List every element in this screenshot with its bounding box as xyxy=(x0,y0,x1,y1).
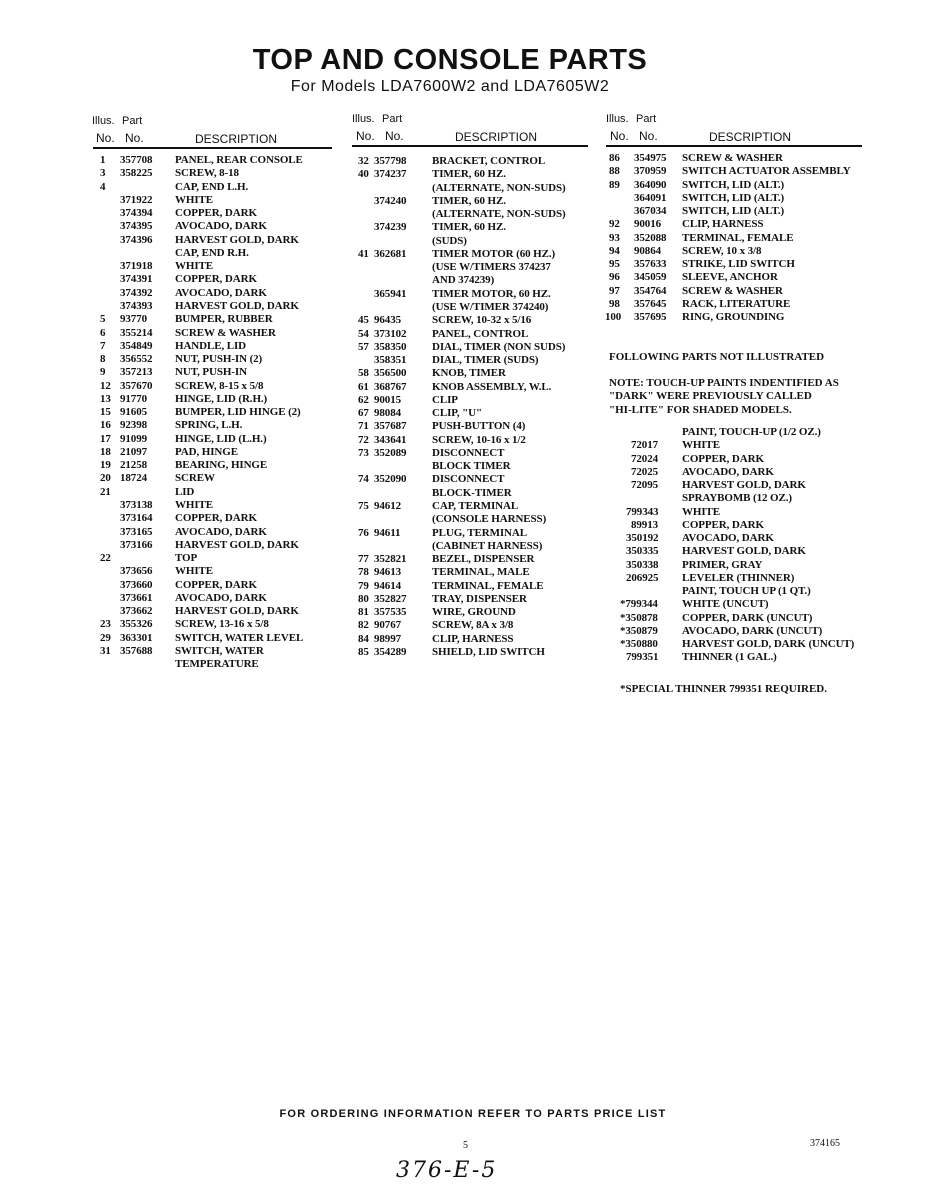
part-description: BRACKET, CONTROL xyxy=(432,155,546,167)
part-description: CLIP, HARNESS xyxy=(682,218,764,231)
part-number: 354849 xyxy=(120,339,153,352)
illus-number: 84 xyxy=(358,632,369,645)
part-number: 357633 xyxy=(634,258,667,271)
part-description: SCREW & WASHER xyxy=(682,284,783,297)
part-description: CLIP, HARNESS xyxy=(432,632,514,645)
part-number: 354975 xyxy=(634,152,667,164)
illus-number: 23 xyxy=(100,618,111,631)
part-number: 368767 xyxy=(374,380,407,393)
part-description: SCREW, 10-16 x 1/2 xyxy=(432,433,526,446)
part-description: AVOCADO, DARK xyxy=(175,220,267,233)
part-number: 358225 xyxy=(120,167,153,180)
part-number: 374237 xyxy=(374,168,407,181)
note-line: "HI-LITE" FOR SHADED MODELS. xyxy=(609,403,792,416)
illus-number: 98 xyxy=(609,297,620,310)
part-description: CAP, END R.H. xyxy=(175,246,249,259)
header-part: Part xyxy=(122,115,143,127)
illus-number: 16 xyxy=(100,419,111,432)
part-description: (USE W/TIMER 374240) xyxy=(432,300,549,313)
part-description: THINNER (1 GAL.) xyxy=(682,651,777,664)
part-number: 96435 xyxy=(374,314,402,327)
illus-number: 61 xyxy=(358,380,369,393)
part-description: AVOCADO, DARK xyxy=(175,286,267,299)
illus-number: 21 xyxy=(100,485,111,498)
part-description: DISCONNECT xyxy=(432,446,505,459)
illus-number: 3 xyxy=(100,167,106,180)
part-number: 94613 xyxy=(374,566,402,579)
illus-number: 82 xyxy=(358,619,369,632)
part-number: 356500 xyxy=(374,367,407,380)
part-number: 373166 xyxy=(120,538,153,551)
part-description: WHITE xyxy=(175,260,214,273)
part-description: PRIMER, GRAY xyxy=(682,558,763,571)
illus-number: 86 xyxy=(609,152,620,164)
part-number: 374396 xyxy=(120,233,153,246)
page-title: TOP AND CONSOLE PARTS xyxy=(252,44,648,76)
part-description: AVOCADO, DARK (UNCUT) xyxy=(682,624,823,637)
part-number: 352088 xyxy=(634,231,667,244)
part-number: *350879 xyxy=(620,624,658,637)
part-number: 371918 xyxy=(120,260,153,273)
illus-number: 89 xyxy=(609,178,620,191)
part-number: 354764 xyxy=(634,284,667,297)
part-number: 352821 xyxy=(374,553,407,566)
illus-number: 22 xyxy=(100,552,111,565)
part-number: 72025 xyxy=(631,465,659,478)
illus-number: 41 xyxy=(358,247,369,260)
part-description: BUMPER, RUBBER xyxy=(175,313,273,326)
illus-number: 9 xyxy=(100,366,106,379)
illus-number: 57 xyxy=(358,340,369,353)
part-number: 21258 xyxy=(120,459,148,472)
part-description: NUT, PUSH-IN (2) xyxy=(175,353,263,366)
part-description: SPRAYBOMB (12 OZ.) xyxy=(682,492,792,505)
part-description: TOP xyxy=(175,552,198,565)
part-number: 355214 xyxy=(120,326,153,339)
part-number: 21097 xyxy=(120,445,148,458)
part-description: DIAL, TIMER (SUDS) xyxy=(432,354,539,367)
part-number: 93770 xyxy=(120,313,148,326)
illus-number: 15 xyxy=(100,406,111,419)
header-illus: Illus. xyxy=(606,113,629,125)
part-description: TIMER MOTOR (60 HZ.) xyxy=(432,247,556,260)
part-number: 90015 xyxy=(374,393,402,406)
part-number: 357798 xyxy=(374,155,407,167)
part-description: HARVEST GOLD, DARK xyxy=(682,479,806,491)
illus-number: 76 xyxy=(358,526,369,539)
part-description: RING, GROUNDING xyxy=(682,311,785,324)
part-number: 364091 xyxy=(634,191,667,204)
illus-number: 77 xyxy=(358,553,369,566)
header-part: Part xyxy=(636,113,657,125)
document-code: 374165 xyxy=(810,1138,840,1149)
part-number: 358351 xyxy=(374,354,407,367)
illus-number: 95 xyxy=(609,258,620,271)
illus-number: 78 xyxy=(358,566,369,579)
part-description: (USE W/TIMERS 374237 xyxy=(432,261,551,274)
part-number: 373661 xyxy=(120,591,153,604)
part-description: BEARING, HINGE xyxy=(175,459,268,472)
part-number: 350192 xyxy=(626,532,659,544)
part-description: SCREW & WASHER xyxy=(682,152,783,164)
part-description: HARVEST GOLD, DARK xyxy=(682,545,806,558)
illus-number: 54 xyxy=(358,327,369,340)
part-number: 350335 xyxy=(626,545,659,558)
part-description: KNOB ASSEMBLY, W.L. xyxy=(432,380,552,393)
illus-number: 94 xyxy=(609,244,620,257)
illus-number: 5 xyxy=(100,313,106,326)
illus-number: 80 xyxy=(358,592,369,605)
part-description: COPPER, DARK xyxy=(175,273,257,286)
part-description: LID xyxy=(175,485,195,498)
part-description: SCREW, 8-18 xyxy=(175,167,239,180)
part-number: 373164 xyxy=(120,512,153,525)
illus-number: 7 xyxy=(100,339,106,352)
part-number: 373165 xyxy=(120,525,153,538)
illus-number: 93 xyxy=(609,231,620,244)
illus-number: 73 xyxy=(358,446,369,459)
part-description: CLIP xyxy=(432,393,458,406)
part-description: HARVEST GOLD, DARK xyxy=(175,299,299,312)
part-description: COPPER, DARK xyxy=(682,452,764,465)
part-number: *350880 xyxy=(620,638,658,650)
part-description: TIMER, 60 HZ. xyxy=(432,221,506,234)
part-description: TIMER MOTOR, 60 HZ. xyxy=(432,287,551,300)
part-number: 357670 xyxy=(120,379,153,392)
part-number: 373660 xyxy=(120,578,153,591)
part-description: SCREW, 8-15 x 5/8 xyxy=(175,379,264,392)
part-description: HARVEST GOLD, DARK xyxy=(175,233,299,246)
part-number: *799344 xyxy=(620,598,658,611)
part-number: 91099 xyxy=(120,432,148,445)
part-description: SCREW xyxy=(175,472,215,485)
illus-number: 1 xyxy=(100,154,106,166)
illus-number: 100 xyxy=(605,311,622,324)
part-description: WHITE (UNCUT) xyxy=(682,598,769,611)
part-number: 374239 xyxy=(374,221,407,234)
illus-number: 6 xyxy=(100,326,106,339)
part-number: 355326 xyxy=(120,618,153,631)
part-number: 72017 xyxy=(631,439,659,452)
part-number: 94611 xyxy=(374,526,401,539)
part-description: PANEL, CONTROL xyxy=(432,327,529,340)
part-number: 374393 xyxy=(120,299,153,312)
illus-number: 45 xyxy=(358,314,369,327)
part-description: TRAY, DISPENSER xyxy=(432,592,527,605)
part-description: TIMER, 60 HZ. xyxy=(432,168,506,181)
part-number: 98997 xyxy=(374,632,402,645)
part-number: 90767 xyxy=(374,619,402,632)
not-illustrated-heading: FOLLOWING PARTS NOT ILLUSTRATED xyxy=(609,351,825,363)
part-description: AND 374239) xyxy=(432,274,495,287)
part-number: 72095 xyxy=(631,479,659,491)
illus-number: 92 xyxy=(609,218,620,231)
header-illus-no: No. xyxy=(610,129,629,143)
part-description: HARVEST GOLD, DARK xyxy=(175,605,299,618)
ordering-footer: FOR ORDERING INFORMATION REFER TO PARTS PRICE LIST xyxy=(279,1108,667,1120)
part-description: SCREW, 10 x 3/8 xyxy=(682,244,762,257)
part-description: WHITE xyxy=(682,439,721,452)
part-number: 374392 xyxy=(120,286,153,299)
part-description: CAP, END L.H. xyxy=(175,180,249,193)
part-number: 94612 xyxy=(374,500,402,513)
header-part: Part xyxy=(382,113,403,125)
part-description: RACK, LITERATURE xyxy=(682,297,791,310)
part-description: WHITE xyxy=(682,505,721,518)
part-description: WHITE xyxy=(175,565,214,578)
part-number: 365941 xyxy=(374,287,407,300)
part-description: TIMER, 60 HZ. xyxy=(432,194,506,207)
part-description: PANEL, REAR CONSOLE xyxy=(175,154,303,166)
illus-number: 40 xyxy=(358,168,369,181)
illus-number: 58 xyxy=(358,367,369,380)
part-number: 352090 xyxy=(374,473,407,486)
part-number: 343641 xyxy=(374,433,407,446)
part-number: 352827 xyxy=(374,592,407,605)
part-number: 206925 xyxy=(626,571,659,584)
header-illus-no: No. xyxy=(356,129,375,143)
note-line: NOTE: TOUCH-UP PAINTS INDENTIFIED AS xyxy=(609,377,839,389)
illus-number: 18 xyxy=(100,445,111,458)
part-number: 799351 xyxy=(626,651,659,664)
part-description: HARVEST GOLD, DARK (UNCUT) xyxy=(682,638,855,650)
part-description: AVOCADO, DARK xyxy=(682,532,774,544)
part-description: SPRING, L.H. xyxy=(175,419,243,432)
header-illus: Illus. xyxy=(352,113,375,125)
part-description: SCREW, 8A x 3/8 xyxy=(432,619,514,632)
part-number: 373662 xyxy=(120,605,153,618)
part-number: 362681 xyxy=(374,247,407,260)
part-number: 357687 xyxy=(374,420,407,433)
illus-number: 19 xyxy=(100,459,111,472)
part-number: 374240 xyxy=(374,194,407,207)
part-description: COPPER, DARK xyxy=(682,518,764,531)
page-number: 5 xyxy=(463,1140,468,1151)
part-description: HINGE, LID (L.H.) xyxy=(175,432,267,445)
part-description: BLOCK TIMER xyxy=(432,460,511,473)
part-description: AVOCADO, DARK xyxy=(175,525,267,538)
illus-number: 74 xyxy=(358,473,369,486)
part-description: AVOCADO, DARK xyxy=(682,465,774,478)
part-number: 374395 xyxy=(120,220,153,233)
part-number: 89913 xyxy=(631,518,659,531)
illus-number: 67 xyxy=(358,407,369,420)
header-part-no: No. xyxy=(639,129,658,143)
part-number: 374391 xyxy=(120,273,153,286)
illus-number: 88 xyxy=(609,165,620,178)
special-note: *SPECIAL THINNER 799351 REQUIRED. xyxy=(620,683,828,695)
part-description: (CABINET HARNESS) xyxy=(432,539,543,552)
part-description: HARVEST GOLD, DARK xyxy=(175,538,299,551)
part-number: 371922 xyxy=(120,193,153,206)
header-part-no: No. xyxy=(385,129,404,143)
part-description: SHIELD, LID SWITCH xyxy=(432,645,545,658)
part-description: SCREW & WASHER xyxy=(175,326,276,339)
part-number: 373656 xyxy=(120,565,153,578)
illus-number: 97 xyxy=(609,284,620,297)
part-number: 373138 xyxy=(120,499,153,512)
part-description: (ALTERNATE, NON-SUDS) xyxy=(432,208,566,221)
illus-number: 71 xyxy=(358,420,369,433)
part-description: SWITCH, LID (ALT.) xyxy=(682,191,785,204)
part-description: HINGE, LID (R.H.) xyxy=(175,392,268,405)
illus-number: 4 xyxy=(100,180,106,193)
part-description: SWITCH, WATER xyxy=(175,644,264,657)
part-description: SWITCH, WATER LEVEL xyxy=(175,631,304,644)
illus-number: 72 xyxy=(358,433,369,446)
part-number: *350878 xyxy=(620,611,658,624)
part-description: PLUG, TERMINAL xyxy=(432,526,527,539)
part-number: 91770 xyxy=(120,392,148,405)
part-description: (ALTERNATE, NON-SUDS) xyxy=(432,181,566,194)
illus-number: 29 xyxy=(100,631,111,644)
part-description: PAINT, TOUCH-UP (1/2 OZ.) xyxy=(682,426,821,438)
part-description: COPPER, DARK xyxy=(175,512,257,525)
part-description: SLEEVE, ANCHOR xyxy=(682,271,778,284)
header-rule xyxy=(606,145,862,147)
header-rule xyxy=(352,145,588,147)
part-number: 354289 xyxy=(374,645,407,658)
part-number: 98084 xyxy=(374,407,402,420)
page-subtitle: For Models LDA7600W2 and LDA7605W2 xyxy=(290,78,610,95)
part-description: (SUDS) xyxy=(432,234,467,247)
part-number: 90016 xyxy=(634,218,662,231)
part-description: COPPER, DARK xyxy=(175,578,257,591)
part-description: SWITCH ACTUATOR ASSEMBLY xyxy=(682,165,851,178)
part-number: 91605 xyxy=(120,406,148,419)
part-number: 345059 xyxy=(634,271,667,284)
part-description: PUSH-BUTTON (4) xyxy=(432,420,526,433)
part-number: 357695 xyxy=(634,311,667,324)
part-number: 364090 xyxy=(634,178,667,191)
illus-number: 62 xyxy=(358,393,369,406)
part-number: 350338 xyxy=(626,558,659,571)
part-number: 367034 xyxy=(634,205,667,218)
part-number: 373102 xyxy=(374,327,407,340)
header-description: DESCRIPTION xyxy=(455,130,538,144)
illus-number: 20 xyxy=(100,472,111,485)
part-description: TEMPERATURE xyxy=(175,658,259,671)
part-description: BLOCK-TIMER xyxy=(432,486,512,499)
part-description: AVOCADO, DARK xyxy=(175,591,267,604)
illus-number: 8 xyxy=(100,353,106,366)
part-description: TERMINAL, FEMALE xyxy=(682,231,794,244)
part-number: 357708 xyxy=(120,154,153,166)
header-part-no: No. xyxy=(125,131,144,145)
part-description: TERMINAL, MALE xyxy=(432,566,530,579)
part-number: 90864 xyxy=(634,244,662,257)
illus-number: 79 xyxy=(358,579,369,592)
part-number: 357213 xyxy=(120,366,153,379)
part-description: NUT, PUSH-IN xyxy=(175,366,247,379)
header-description: DESCRIPTION xyxy=(195,132,278,146)
part-description: WIRE, GROUND xyxy=(432,606,516,619)
part-description: CAP, TERMINAL xyxy=(432,500,519,513)
part-number: 94614 xyxy=(374,579,402,592)
part-number: 357645 xyxy=(634,297,667,310)
part-number: 357535 xyxy=(374,606,407,619)
illus-number: 13 xyxy=(100,392,111,405)
part-description: SCREW, 10-32 x 5/16 xyxy=(432,314,532,327)
part-description: SWITCH, LID (ALT.) xyxy=(682,178,785,191)
illus-number: 85 xyxy=(358,645,369,658)
part-number: 363301 xyxy=(120,631,153,644)
illus-number: 75 xyxy=(358,500,369,513)
part-description: HANDLE, LID xyxy=(175,339,247,352)
illus-number: 81 xyxy=(358,606,369,619)
part-description: PAINT, TOUCH UP (1 QT.) xyxy=(682,585,811,597)
part-description: KNOB, TIMER xyxy=(432,367,506,380)
part-description: TERMINAL, FEMALE xyxy=(432,579,544,592)
part-description: STRIKE, LID SWITCH xyxy=(682,258,795,271)
part-description: COPPER, DARK (UNCUT) xyxy=(682,611,813,624)
illus-number: 17 xyxy=(100,432,111,445)
part-description: CLIP, "U" xyxy=(432,407,483,420)
part-description: LEVELER (THINNER) xyxy=(682,571,795,584)
part-number: 799343 xyxy=(626,505,659,518)
part-description: COPPER, DARK xyxy=(175,207,257,220)
part-number: 357688 xyxy=(120,644,153,657)
part-number: 18724 xyxy=(120,472,148,485)
header-illus: Illus. xyxy=(92,115,115,127)
part-description: BUMPER, LID HINGE (2) xyxy=(175,406,301,419)
part-number: 358350 xyxy=(374,340,407,353)
part-number: 72024 xyxy=(631,452,659,465)
part-number: 92398 xyxy=(120,419,148,432)
part-description: PAD, HINGE xyxy=(175,445,238,458)
part-description: SCREW, 13-16 x 5/8 xyxy=(175,618,269,631)
handwritten-annotation: 376-E-5 xyxy=(396,1158,498,1183)
part-description: BEZEL, DISPENSER xyxy=(432,553,535,566)
illus-number: 31 xyxy=(100,644,111,657)
part-description: DIAL, TIMER (NON SUDS) xyxy=(432,340,566,353)
part-number: 356552 xyxy=(120,353,153,366)
part-number: 374394 xyxy=(120,207,153,220)
part-description: DISCONNECT xyxy=(432,473,505,486)
illus-number: 96 xyxy=(609,271,620,284)
header-description: DESCRIPTION xyxy=(709,130,792,144)
note-line: "DARK" WERE PREVIOUSLY CALLED xyxy=(609,390,812,403)
part-description: (CONSOLE HARNESS) xyxy=(432,513,547,526)
part-description: WHITE xyxy=(175,499,214,512)
part-number: 352089 xyxy=(374,446,407,459)
part-description: WHITE xyxy=(175,193,214,206)
header-rule xyxy=(93,147,332,149)
header-illus-no: No. xyxy=(96,131,115,145)
illus-number: 32 xyxy=(358,155,369,167)
part-number: 370959 xyxy=(634,165,667,178)
part-description: SWITCH, LID (ALT.) xyxy=(682,205,785,218)
illus-number: 12 xyxy=(100,379,111,392)
